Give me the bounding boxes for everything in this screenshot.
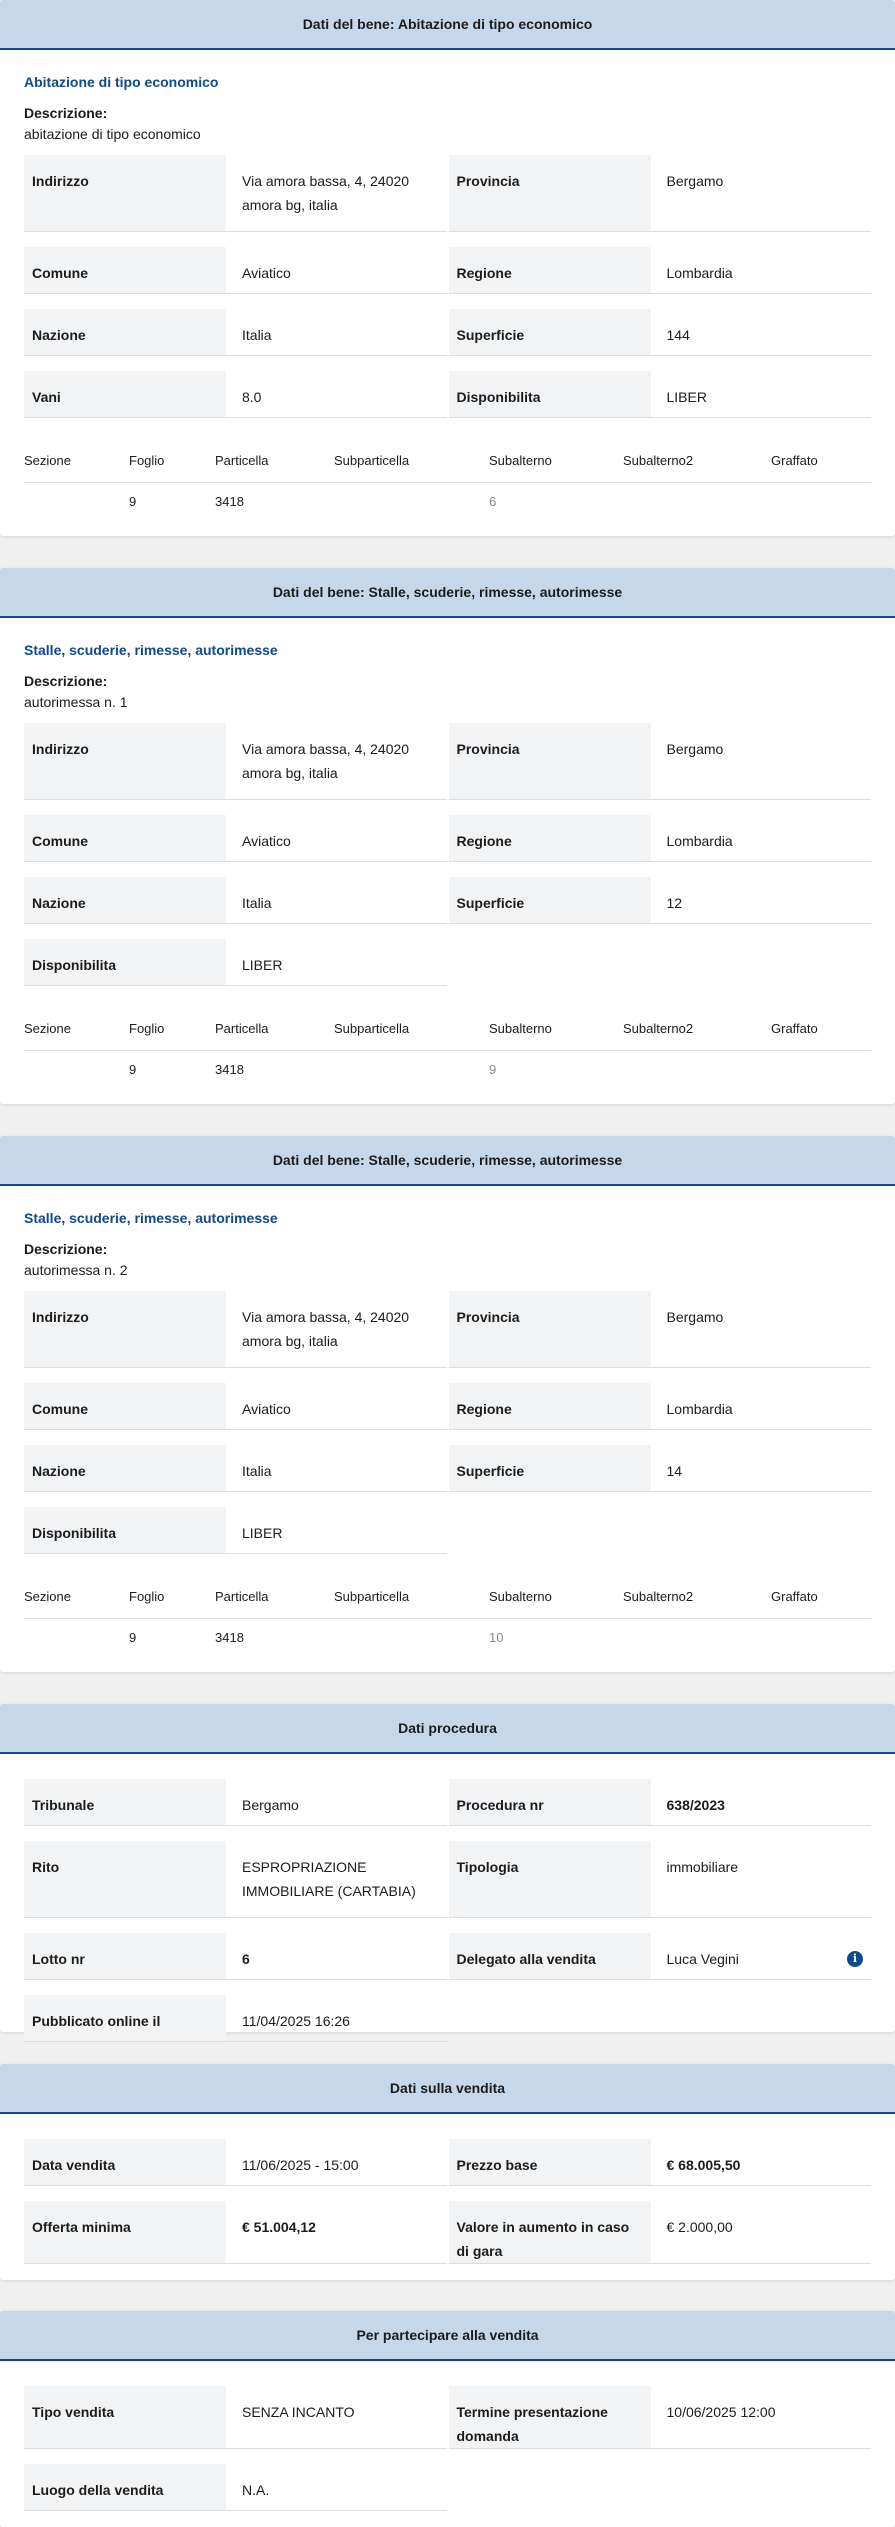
field-label: Pubblicato online il [24,1995,226,2041]
field-value: Bergamo [666,741,724,757]
catasto-header-sezione: Sezione [24,1589,71,1604]
info-icon[interactable]: i [847,1951,863,1967]
field-provincia [449,1291,872,1368]
field-value: 638/2023 [666,1797,725,1813]
descrizione-text: autorimessa n. 2 [24,1262,128,1278]
catasto-header-particella: Particella [215,1021,269,1036]
divider [24,1618,871,1619]
field-regione [449,1383,872,1430]
field-superficie [449,1445,872,1492]
field-superficie [449,309,872,356]
catasto-header-foglio: Foglio [129,1021,165,1036]
field-data-vendita [24,2139,447,2186]
field-lotto [24,1933,447,1980]
field-value: Via amora bassa, 4, 24020 amora bg, italia [242,741,410,781]
field-offerta-minima [24,2201,447,2264]
field-nazione [24,1445,447,1492]
catasto-header-subparticella: Subparticella [334,453,410,468]
catasto-header-subalterno: Subalterno [489,1589,552,1604]
field-value: Bergamo [666,1309,724,1325]
field-label: Indirizzo [24,155,226,231]
field-value: Bergamo [242,1797,299,1813]
field-provincia [449,155,872,232]
field-label: Provincia [449,155,651,231]
field-value: Lombardia [666,265,733,281]
bene-card-header: Dati del bene: Abitazione di tipo economico [0,0,895,50]
field-label: Disponibilita [449,371,651,417]
field-label: Nazione [24,309,226,355]
field-label: Disponibilita [24,1507,226,1553]
bene-subtitle: Stalle, scuderie, rimesse, autorimesse [24,642,278,658]
catasto-header-subalterno: Subalterno [489,453,552,468]
partecipare-grid [24,2386,871,2526]
field-label: Valore in aumento in caso di gara [449,2201,651,2263]
field-value: Aviatico [242,833,291,849]
field-value: Lombardia [666,1401,733,1417]
field-label: Delegato alla vendita [449,1933,651,1979]
field-value: 12 [666,895,683,911]
field-label: Regione [449,1383,651,1429]
field-nazione [24,309,447,356]
field-indirizzo [24,155,447,232]
field-comune [24,1383,447,1430]
catasto-subalterno: 6 [489,494,497,509]
field-disponibilita [449,371,872,418]
field-tipo-vendita [24,2386,447,2449]
bene-subtitle: Stalle, scuderie, rimesse, autorimesse [24,1210,278,1226]
field-vani [24,371,447,418]
bene-fields-grid [24,155,871,433]
field-value: Italia [242,895,272,911]
field-pubblicato [24,1995,447,2042]
descrizione-text: autorimessa n. 1 [24,694,128,710]
catasto-header-sezione: Sezione [24,453,71,468]
field-indirizzo [24,1291,447,1368]
bene-subtitle: Abitazione di tipo economico [24,74,219,90]
field-disponibilita [24,1507,447,1554]
field-value: LIBER [242,1525,283,1541]
partecipare-header: Per partecipare alla vendita [0,2311,895,2361]
catasto-particella: 3418 [215,1630,244,1645]
procedura-grid [24,1779,871,2057]
field-label: Superficie [449,877,651,923]
field-label: Disponibilita [24,939,226,985]
catasto-header-subalterno2: Subalterno2 [623,453,694,468]
catasto-header-subalterno: Subalterno [489,1021,552,1036]
catasto-header-subalterno2: Subalterno2 [623,1589,694,1604]
field-value: Luca Vegini [666,1951,739,1967]
field-label: Data vendita [24,2139,226,2185]
descrizione-label: Descrizione: [24,673,108,689]
field-label: Regione [449,815,651,861]
catasto-header-subalterno2: Subalterno2 [623,1021,694,1036]
field-value: Italia [242,1463,272,1479]
field-label: Offerta minima [24,2201,226,2263]
catasto-table [24,1566,871,1678]
catasto-particella: 3418 [215,494,244,509]
field-value: 8.0 [242,389,262,405]
field-value: Lombardia [666,833,733,849]
field-tribunale [24,1779,447,1826]
field-label: Comune [24,815,226,861]
catasto-subalterno: 9 [489,1062,497,1077]
field-label: Luogo della vendita [24,2464,226,2510]
catasto-header-subparticella: Subparticella [334,1589,410,1604]
field-disponibilita [24,939,447,986]
catasto-table [24,430,871,542]
field-label: Lotto nr [24,1933,226,1979]
field-value: 14 [666,1463,683,1479]
field-indirizzo [24,723,447,800]
catasto-foglio: 9 [129,494,137,509]
field-value: 10/06/2025 12:00 [666,2404,776,2420]
bene-fields-grid [24,723,871,1001]
field-value: immobiliare [666,1859,739,1875]
field-regione [449,815,872,862]
field-label: Indirizzo [24,723,226,799]
field-comune [24,815,447,862]
field-procedura-nr [449,1779,872,1826]
vendita-card [0,2064,895,2280]
catasto-foglio: 9 [129,1630,137,1645]
bene-card-header: Dati del bene: Stalle, scuderie, rimesse, autorimesse [0,1136,895,1186]
bene-fields-grid [24,1291,871,1569]
field-label: Superficie [449,309,651,355]
catasto-header-graffato: Graffato [771,1589,818,1604]
field-label: Indirizzo [24,1291,226,1367]
field-provincia [449,723,872,800]
vendita-grid [24,2139,871,2279]
field-label: Comune [24,247,226,293]
catasto-header-sezione: Sezione [24,1021,71,1036]
divider [24,1050,871,1051]
field-label: Tipo vendita [24,2386,226,2448]
bene-card-3 [0,1136,895,1672]
field-label: Vani [24,371,226,417]
catasto-header-graffato: Graffato [771,1021,818,1036]
field-value: € 2.000,00 [666,2219,733,2235]
catasto-particella: 3418 [215,1062,244,1077]
procedura-card [0,1704,895,2032]
field-value: Bergamo [666,173,724,189]
catasto-header-foglio: Foglio [129,453,165,468]
field-label: Rito [24,1841,226,1917]
bene-card-header: Dati del bene: Stalle, scuderie, rimesse, autorimesse [0,568,895,618]
field-nazione [24,877,447,924]
catasto-header-foglio: Foglio [129,1589,165,1604]
field-value: LIBER [666,389,707,405]
field-label: Procedura nr [449,1779,651,1825]
field-value: 11/06/2025 - 15:00 [242,2157,359,2173]
bene-card-1 [0,0,895,536]
catasto-header-particella: Particella [215,1589,269,1604]
field-value: 144 [666,327,690,343]
vendita-header: Dati sulla vendita [0,2064,895,2114]
field-value: N.A. [242,2482,270,2498]
field-label: Nazione [24,877,226,923]
catasto-header-particella: Particella [215,453,269,468]
bene-card-2 [0,568,895,1104]
catasto-header-subparticella: Subparticella [334,1021,410,1036]
field-label: Prezzo base [449,2139,651,2185]
field-prezzo-base [449,2139,872,2186]
field-value: 11/04/2025 16:26 [242,2013,350,2029]
field-value: SENZA INCANTO [242,2404,355,2420]
delegato-value-cell [651,1933,872,1979]
field-label: Provincia [449,723,651,799]
field-label: Termine presentazione domanda [449,2386,651,2448]
procedura-header: Dati procedura [0,1704,895,1754]
catasto-header-graffato: Graffato [771,453,818,468]
field-value: Italia [242,327,272,343]
field-label: Provincia [449,1291,651,1367]
field-comune [24,247,447,294]
descrizione-label: Descrizione: [24,1241,108,1257]
catasto-table [24,998,871,1110]
field-value: € 51.004,12 [242,2219,316,2235]
field-value: 6 [242,1951,250,1967]
field-value: € 68.005,50 [666,2157,741,2173]
field-value: Aviatico [242,265,291,281]
descrizione-text: abitazione di tipo economico [24,126,201,142]
field-delegato [449,1933,872,1980]
field-aumento [449,2201,872,2264]
field-superficie [449,877,872,924]
field-label: Nazione [24,1445,226,1491]
field-tipologia [449,1841,872,1918]
field-label: Superficie [449,1445,651,1491]
field-value: LIBER [242,957,283,973]
field-label: Regione [449,247,651,293]
field-rito [24,1841,447,1918]
field-termine [449,2386,872,2449]
descrizione-label: Descrizione: [24,105,108,121]
field-label: Tipologia [449,1841,651,1917]
field-value: Aviatico [242,1401,291,1417]
field-value: Via amora bassa, 4, 24020 amora bg, italia [242,1309,410,1349]
field-regione [449,247,872,294]
catasto-foglio: 9 [129,1062,137,1077]
field-label: Comune [24,1383,226,1429]
divider [24,482,871,483]
field-label: Tribunale [24,1779,226,1825]
field-value: Via amora bassa, 4, 24020 amora bg, italia [242,173,410,213]
catasto-subalterno: 10 [489,1630,504,1645]
partecipare-card [0,2311,895,2527]
field-luogo [24,2464,447,2511]
field-value: ESPROPRIAZIONE IMMOBILIARE (CARTABIA) [242,1859,416,1899]
